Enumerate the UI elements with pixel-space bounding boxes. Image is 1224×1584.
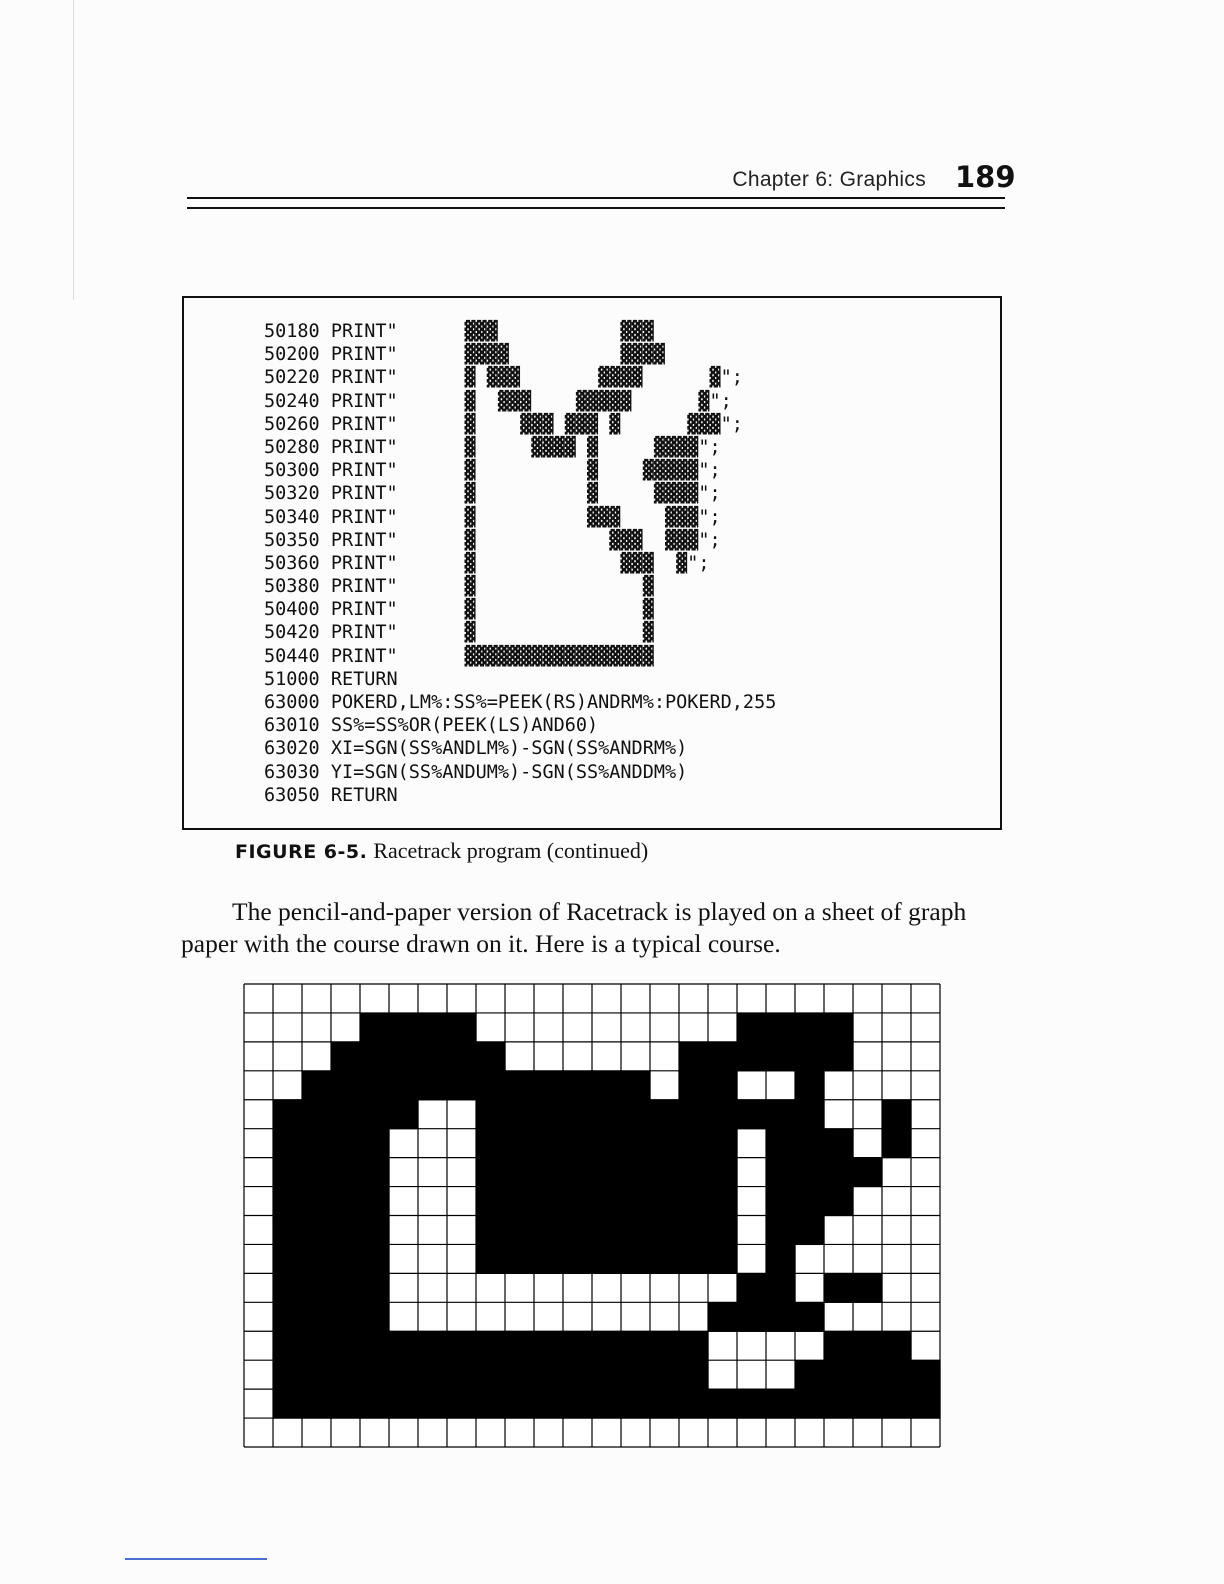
track-cell <box>650 1187 680 1217</box>
track-cell <box>795 1100 825 1130</box>
track-cell <box>650 1129 680 1159</box>
track-cell <box>679 1244 709 1274</box>
track-cell <box>360 1360 390 1390</box>
track-cell <box>766 1187 796 1217</box>
track-cell <box>273 1331 303 1361</box>
listing-line: 50360 PRINT" ▓ ▓▓▓ ▓"; <box>264 552 710 574</box>
track-cell <box>534 1100 564 1130</box>
track-cell <box>302 1244 332 1274</box>
track-cell <box>360 1071 390 1101</box>
track-cell <box>592 1100 622 1130</box>
track-cell <box>708 1389 738 1419</box>
track-cell <box>331 1129 361 1159</box>
track-cell <box>679 1187 709 1217</box>
track-cell <box>708 1158 738 1188</box>
track-cell <box>534 1129 564 1159</box>
figure-caption-text: Racetrack program (continued) <box>373 838 649 863</box>
track-cell <box>273 1302 303 1332</box>
track-cell <box>853 1273 883 1303</box>
track-cell <box>592 1158 622 1188</box>
body-paragraph <box>181 896 1005 960</box>
track-cell <box>534 1071 564 1101</box>
track-cell <box>331 1302 361 1332</box>
track-cell <box>621 1187 651 1217</box>
track-cell <box>534 1187 564 1217</box>
running-header: Chapter 6: Graphics <box>732 168 926 191</box>
track-cell <box>273 1129 303 1159</box>
track-cell <box>882 1360 912 1390</box>
track-cell <box>563 1158 593 1188</box>
track-cell <box>650 1216 680 1246</box>
track-cell <box>737 1042 767 1072</box>
track-cell <box>360 1013 390 1043</box>
track-cell <box>360 1389 390 1419</box>
track-cell <box>795 1013 825 1043</box>
track-cell <box>708 1187 738 1217</box>
track-cell <box>302 1389 332 1419</box>
track-cell <box>418 1071 448 1101</box>
track-cell <box>505 1129 535 1159</box>
track-cell <box>360 1273 390 1303</box>
track-cell <box>418 1042 448 1072</box>
track-cell <box>476 1100 506 1130</box>
track-cell <box>302 1216 332 1246</box>
listing-line: 50380 PRINT" ▓ ▓ <box>264 576 654 598</box>
track-cell <box>476 1129 506 1159</box>
track-cell <box>766 1013 796 1043</box>
track-cell <box>563 1100 593 1130</box>
track-cell <box>418 1331 448 1361</box>
track-cell <box>389 1100 419 1130</box>
track-cell <box>447 1042 477 1072</box>
track-cell <box>592 1389 622 1419</box>
page-margin-line <box>73 0 74 300</box>
figure-caption <box>235 838 648 864</box>
track-cell <box>679 1158 709 1188</box>
track-cell <box>882 1100 912 1130</box>
track-cell <box>302 1071 332 1101</box>
track-cell <box>447 1071 477 1101</box>
track-cell <box>505 1187 535 1217</box>
track-cell <box>534 1158 564 1188</box>
listing-line: 63000 POKERD,LM%:SS%=PEEK(RS)ANDRM%:POKERD,255 <box>264 692 777 713</box>
track-cell <box>795 1360 825 1390</box>
track-cell <box>795 1071 825 1101</box>
track-cell <box>389 1331 419 1361</box>
track-cell <box>853 1331 883 1361</box>
listing-line: 50440 PRINT" ▓▓▓▓▓▓▓▓▓▓▓▓▓▓▓▓▓ <box>264 645 654 667</box>
track-cell <box>331 1158 361 1188</box>
track-cell <box>708 1071 738 1101</box>
track-cell <box>476 1187 506 1217</box>
track-cell <box>737 1389 767 1419</box>
track-cell <box>563 1244 593 1274</box>
track-cell <box>708 1244 738 1274</box>
track-cell <box>824 1129 854 1159</box>
track-cell <box>911 1389 941 1419</box>
track-cell <box>273 1244 303 1274</box>
track-cell <box>592 1331 622 1361</box>
track-cell <box>505 1216 535 1246</box>
listing-line: 50400 PRINT" ▓ ▓ <box>264 599 654 621</box>
track-cell <box>795 1158 825 1188</box>
track-cell <box>534 1360 564 1390</box>
track-cell <box>360 1100 390 1130</box>
listing-line: 50260 PRINT" ▓ ▓▓▓ ▓▓▓ ▓ ▓▓▓"; <box>264 413 743 435</box>
track-cell <box>476 1244 506 1274</box>
track-cell <box>331 1360 361 1390</box>
track-cell <box>476 1071 506 1101</box>
track-cell <box>273 1100 303 1130</box>
track-cell <box>737 1100 767 1130</box>
course-grid <box>243 983 941 1448</box>
track-cell <box>360 1042 390 1072</box>
track-cell <box>766 1216 796 1246</box>
track-cell <box>505 1244 535 1274</box>
track-cell <box>389 1071 419 1101</box>
track-cell <box>911 1360 941 1390</box>
listing-line: 63050 RETURN <box>264 784 398 806</box>
listing-line: 50280 PRINT" ▓ ▓▓▓▓ ▓ ▓▓▓▓"; <box>264 436 721 458</box>
track-cell <box>621 1158 651 1188</box>
track-cell <box>302 1331 332 1361</box>
track-cell <box>273 1273 303 1303</box>
track-cell <box>302 1158 332 1188</box>
header-rule-bottom <box>187 207 1005 209</box>
listing-line: 50300 PRINT" ▓ ▓ ▓▓▓▓▓"; <box>264 460 721 482</box>
track-cell <box>418 1389 448 1419</box>
track-cell <box>679 1389 709 1419</box>
track-cell <box>302 1129 332 1159</box>
track-cell <box>505 1360 535 1390</box>
track-cell <box>360 1158 390 1188</box>
track-cell <box>389 1042 419 1072</box>
track-cell <box>853 1389 883 1419</box>
track-cell <box>505 1071 535 1101</box>
track-cell <box>476 1158 506 1188</box>
track-cell <box>824 1158 854 1188</box>
track-cell <box>679 1129 709 1159</box>
track-cell <box>447 1389 477 1419</box>
track-cell <box>447 1013 477 1043</box>
track-cell <box>708 1129 738 1159</box>
track-cell <box>824 1389 854 1419</box>
track-cell <box>882 1129 912 1159</box>
track-cell <box>882 1389 912 1419</box>
track-cell <box>331 1042 361 1072</box>
listing-line: 50180 PRINT" ▓▓▓ ▓▓▓ <box>264 321 654 342</box>
track-cell <box>650 1100 680 1130</box>
track-cell <box>331 1100 361 1130</box>
track-cell <box>476 1331 506 1361</box>
track-cell <box>302 1360 332 1390</box>
track-cell <box>824 1273 854 1303</box>
track-cell <box>795 1042 825 1072</box>
page-number: 189 <box>955 160 1016 194</box>
header-rule-top <box>187 197 1005 199</box>
track-cell <box>476 1360 506 1390</box>
track-cell <box>592 1360 622 1390</box>
track-cell <box>795 1302 825 1332</box>
track-cell <box>563 1071 593 1101</box>
track-cell <box>563 1216 593 1246</box>
track-cell <box>360 1244 390 1274</box>
track-cell <box>273 1389 303 1419</box>
track-cell <box>824 1042 854 1072</box>
track-cell <box>534 1216 564 1246</box>
track-cell <box>273 1187 303 1217</box>
track-cell <box>708 1216 738 1246</box>
track-cell <box>766 1129 796 1159</box>
track-cell <box>389 1360 419 1390</box>
track-cell <box>331 1071 361 1101</box>
track-cell <box>360 1331 390 1361</box>
track-cell <box>273 1158 303 1188</box>
track-cell <box>621 1100 651 1130</box>
listing-line: 50320 PRINT" ▓ ▓ ▓▓▓▓"; <box>264 483 721 505</box>
track-cell <box>563 1389 593 1419</box>
track-cell <box>621 1071 651 1101</box>
track-cell <box>708 1100 738 1130</box>
track-cell <box>505 1100 535 1130</box>
track-cell <box>302 1273 332 1303</box>
track-cell <box>679 1100 709 1130</box>
track-cell <box>679 1360 709 1390</box>
track-cell <box>795 1216 825 1246</box>
track-cell <box>650 1331 680 1361</box>
track-cell <box>824 1187 854 1217</box>
track-cell <box>766 1042 796 1072</box>
track-cell <box>621 1389 651 1419</box>
track-cell <box>766 1158 796 1188</box>
track-cell <box>737 1013 767 1043</box>
track-cell <box>534 1389 564 1419</box>
listing-line: 63020 XI=SGN(SS%ANDLM%)-SGN(SS%ANDRM%) <box>264 738 688 760</box>
track-cell <box>592 1216 622 1246</box>
track-cell <box>563 1187 593 1217</box>
track-cell <box>389 1389 419 1419</box>
track-cell <box>534 1244 564 1274</box>
track-cell <box>360 1216 390 1246</box>
track-cell <box>650 1360 680 1390</box>
body-paragraph-text: The pencil-and-paper version of Racetrack is played on a sheet of graph paper with the course drawn on it. Here is a typical course. <box>181 897 967 958</box>
track-cell <box>563 1360 593 1390</box>
track-cell <box>389 1013 419 1043</box>
track-cell <box>650 1244 680 1274</box>
track-cell <box>882 1331 912 1361</box>
listing-line: 51000 RETURN <box>264 668 398 690</box>
listing-line: 50220 PRINT" ▓ ▓▓▓ ▓▓▓▓ ▓"; <box>264 367 743 389</box>
listing-line: 50350 PRINT" ▓ ▓▓▓ ▓▓▓"; <box>264 529 721 551</box>
listing-line: 63010 SS%=SS%OR(PEEK(LS)AND60) <box>264 715 599 737</box>
track-cell <box>621 1360 651 1390</box>
track-cell <box>621 1331 651 1361</box>
racetrack-course-figure <box>243 983 941 1448</box>
track-cell <box>331 1187 361 1217</box>
track-cell <box>824 1331 854 1361</box>
track-cell <box>302 1187 332 1217</box>
listing-line: 63030 YI=SGN(SS%ANDUM%)-SGN(SS%ANDDM%) <box>264 761 688 783</box>
track-cell <box>853 1158 883 1188</box>
program-listing <box>264 320 776 807</box>
listing-line: 50200 PRINT" ▓▓▓▓ ▓▓▓▓ <box>264 344 665 366</box>
track-cell <box>331 1273 361 1303</box>
track-cell <box>331 1331 361 1361</box>
track-cell <box>447 1331 477 1361</box>
track-cell <box>679 1331 709 1361</box>
track-cell <box>795 1187 825 1217</box>
track-cell <box>447 1360 477 1390</box>
track-cell <box>302 1100 332 1130</box>
track-cell <box>331 1216 361 1246</box>
track-cell <box>360 1187 390 1217</box>
track-cell <box>592 1187 622 1217</box>
track-cell <box>766 1389 796 1419</box>
track-cell <box>302 1302 332 1332</box>
track-cell <box>708 1302 738 1332</box>
track-cell <box>708 1042 738 1072</box>
track-cell <box>418 1360 448 1390</box>
track-cell <box>679 1042 709 1072</box>
track-cell <box>766 1100 796 1130</box>
track-cell <box>331 1244 361 1274</box>
track-cell <box>592 1244 622 1274</box>
track-cell <box>824 1360 854 1390</box>
footer-rule <box>125 1558 267 1560</box>
track-cell <box>766 1302 796 1332</box>
track-cell <box>650 1158 680 1188</box>
track-cell <box>331 1389 361 1419</box>
track-cell <box>476 1042 506 1072</box>
track-cell <box>505 1158 535 1188</box>
track-cell <box>766 1244 796 1274</box>
track-cell <box>505 1331 535 1361</box>
track-cell <box>766 1273 796 1303</box>
track-cell <box>273 1360 303 1390</box>
track-cell <box>534 1331 564 1361</box>
track-cell <box>824 1013 854 1043</box>
track-cell <box>563 1331 593 1361</box>
track-cell <box>476 1216 506 1246</box>
track-cell <box>273 1216 303 1246</box>
track-cell <box>737 1273 767 1303</box>
track-cell <box>418 1013 448 1043</box>
listing-line: 50240 PRINT" ▓ ▓▓▓ ▓▓▓▓▓ ▓"; <box>264 390 732 412</box>
track-cell <box>360 1129 390 1159</box>
track-cell <box>621 1244 651 1274</box>
listing-line: 50340 PRINT" ▓ ▓▓▓ ▓▓▓"; <box>264 506 721 528</box>
track-cell <box>795 1129 825 1159</box>
track-cell <box>505 1389 535 1419</box>
track-cell <box>679 1216 709 1246</box>
listing-line: 50420 PRINT" ▓ ▓ <box>264 622 654 644</box>
figure-label: FIGURE 6-5. <box>235 841 368 863</box>
track-cell <box>476 1389 506 1419</box>
track-cell <box>592 1071 622 1101</box>
track-cell <box>360 1302 390 1332</box>
track-cell <box>679 1071 709 1101</box>
track-cell <box>563 1129 593 1159</box>
track-cell <box>737 1302 767 1332</box>
track-cell <box>650 1389 680 1419</box>
track-cell <box>795 1389 825 1419</box>
track-cell <box>853 1360 883 1390</box>
track-cell <box>592 1129 622 1159</box>
track-cell <box>621 1129 651 1159</box>
track-cell <box>621 1216 651 1246</box>
